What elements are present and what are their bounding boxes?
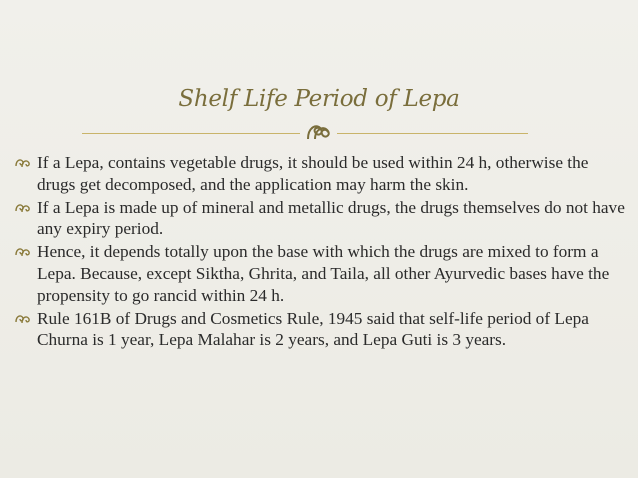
- bullet-text: Rule 161B of Drugs and Cosmetics Rule, 1945 said that self-life period of Lepa Churna is 1 year, Lepa Malahar is 2 years, and Lepa Guti is 3 years.: [37, 308, 589, 350]
- bullet-text: If a Lepa is made up of mineral and metallic drugs, the drugs themselves do not have any expiry period.: [37, 197, 625, 239]
- title-divider-right: [337, 133, 528, 134]
- swirl-bullet-icon: [15, 246, 33, 258]
- slide-title: Shelf Life Period of Lepa: [178, 86, 460, 112]
- bullet-text: Hence, it depends totally upon the base with which the drugs are mixed to form a Lepa. Because, except Siktha, Ghrita, and Taila, all other Ayurvedic bases have the propensity to go rancid within 24 h.: [37, 242, 610, 305]
- bullet-item: [15, 308, 625, 352]
- bullet-list: [15, 152, 625, 352]
- swirl-bullet-icon: [15, 313, 33, 325]
- swirl-bullet-icon: [15, 202, 33, 214]
- swirl-bullet-icon: [15, 157, 33, 169]
- bullet-text: If a Lepa, contains vegetable drugs, it should be used within 24 h, otherwise the drugs get decomposed, and the application may harm the skin.: [37, 153, 589, 194]
- double-curl-ornament-icon: [304, 118, 334, 144]
- title-divider-left: [82, 133, 300, 134]
- bullet-item: [15, 152, 625, 196]
- bullet-item: [15, 241, 625, 306]
- bullet-item: [15, 197, 625, 241]
